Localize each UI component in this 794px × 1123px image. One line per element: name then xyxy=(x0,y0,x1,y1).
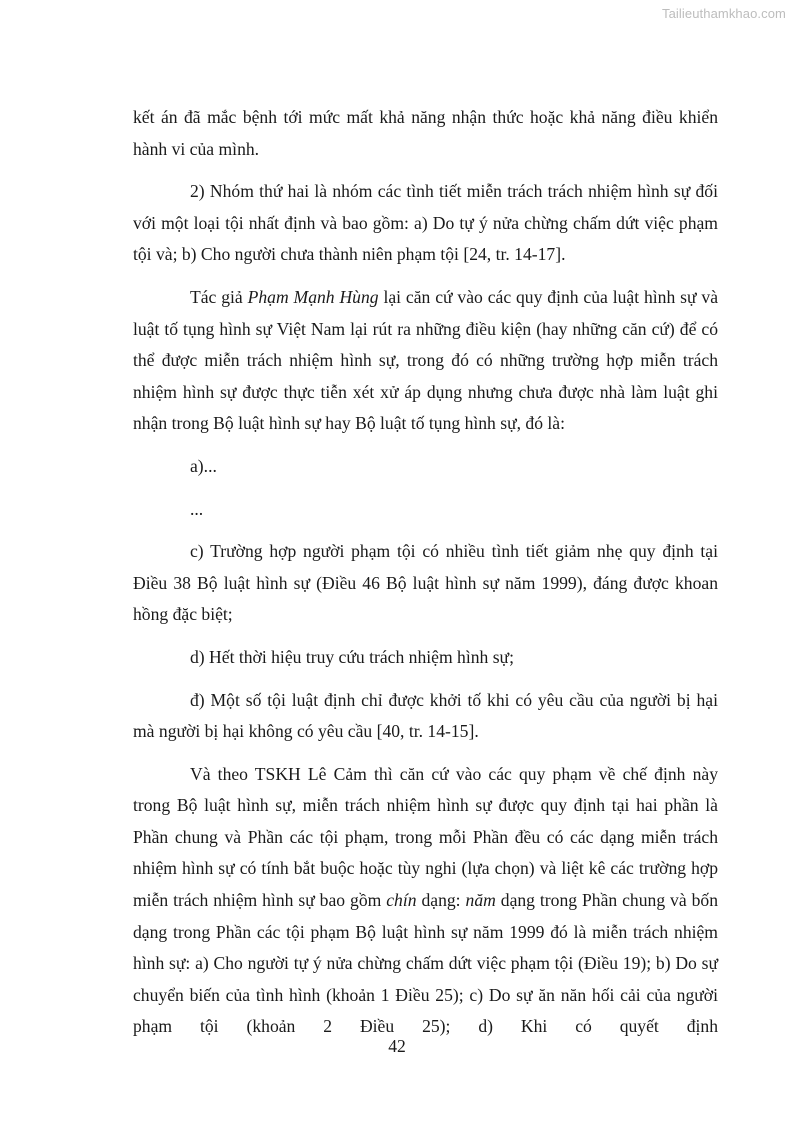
list-item-d: d) Hết thời hiệu truy cứu trách nhiệm hình sự; xyxy=(190,646,514,667)
text-segment: dạng trong Phần chung và bốn dạng trong Phần các tội phạm Bộ luật hình sự năm 1999 đó là miễn trách nhiệm hình sự: a) Cho người tự ý nửa chừng chấm dứt việc phạm tội (Điều 19); b) Do sự chuyển biến của tình hình (khoản 1 Điều 25); c) Do sự ăn năn hối cải của người phạm tội (khoản 2 Điều 25); d) Khi có quyết định xyxy=(133,890,718,1037)
emphasis-chin: chín xyxy=(386,890,417,911)
paragraph-le-cam xyxy=(133,759,718,1043)
paragraph-continuation: kết án đã mắc bệnh tới mức mất khả năng nhận thức hoặc khả năng điều khiển hành vi của mình. xyxy=(133,107,718,159)
text-segment: Tác giả xyxy=(190,286,248,307)
list-item-a: a)... xyxy=(190,455,217,476)
paragraph-group-two: 2) Nhóm thứ hai là nhóm các tình tiết miễn trách trách nhiệm hình sự đối với một loại tội nhất định và bao gồm: a) Do tự ý nửa chừng chấm dứt việc phạm tội và; b) Cho người chưa thành niên phạm tội [24, tr. 14-17]. xyxy=(133,181,718,265)
document-body xyxy=(133,102,718,1054)
list-item-ellipsis: ... xyxy=(190,498,204,519)
list-item-c: c) Trường hợp người phạm tội có nhiều tình tiết giảm nhẹ quy định tại Điều 38 Bộ luật hình sự (Điều 46 Bộ luật hình sự năm 1999), đáng được khoan hồng đặc biệt; xyxy=(133,541,718,625)
list-item-dd: đ) Một số tội luật định chỉ được khởi tố khi có yêu cầu của người bị hại mà người bị hại không có yêu cầu [40, tr. 14-15]. xyxy=(133,689,718,742)
text-segment: Và theo TSKH Lê Cảm thì căn cứ vào các quy phạm về chế định này trong Bộ luật hình sự, miễn trách nhiệm hình sự được quy định tại hai phần là Phần chung và Phần các tội phạm, trong mỗi Phần đều có các dạng miễn trách nhiệm hình sự có tính bắt buộc hoặc tùy nghi (lựa chọn) và liệt kê các trường hợp miễn trách nhiệm hình sự bao gồm xyxy=(133,763,718,911)
author-name: Phạm Mạnh Hùng xyxy=(247,286,379,307)
emphasis-nam: năm xyxy=(465,890,496,911)
text-segment: dạng: xyxy=(416,890,466,911)
page-number: 42 xyxy=(388,1036,406,1056)
text-segment: lại căn cứ vào các quy định của luật hình sự và luật tố tụng hình sự Việt Nam lại rút ra những điều kiện (hay những căn cứ) để có thể được miễn trách nhiệm hình sự, trong đó có những trường hợp miễn trách nhiệm hình sự được thực tiễn xét xử áp dụng nhưng chưa được nhà làm luật ghi nhận trong Bộ luật hình sự hay Bộ luật tố tụng hình sự, đó là: xyxy=(133,286,718,434)
paragraph-pham-manh-hung xyxy=(133,282,718,440)
watermark: Tailieuthamkhao.com xyxy=(661,6,786,21)
